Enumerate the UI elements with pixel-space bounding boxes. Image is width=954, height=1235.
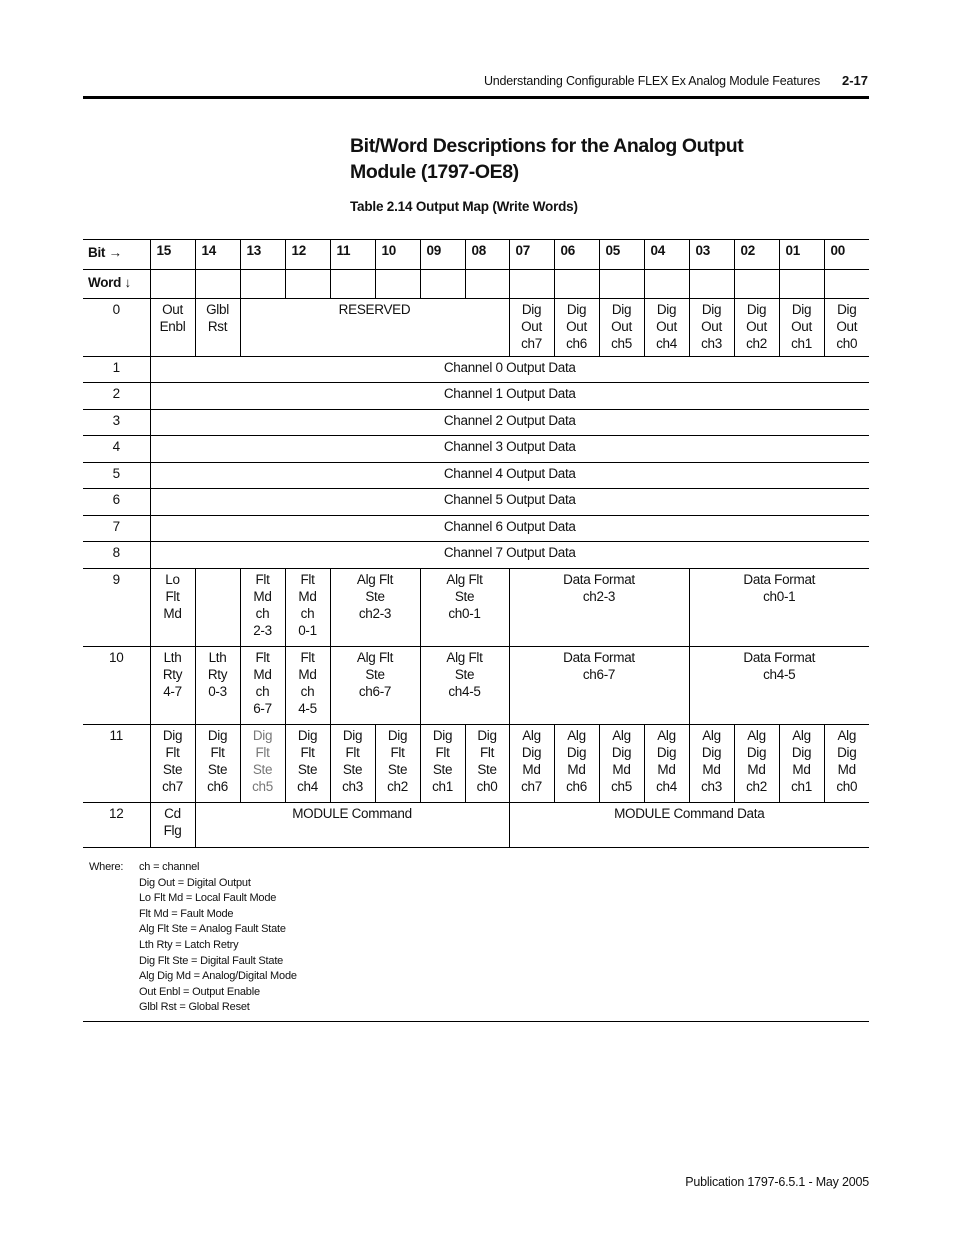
word-number: 11 — [83, 725, 150, 803]
word-row — [83, 516, 869, 542]
bit-field-cell: Alg Flt Ste ch6-7 — [330, 647, 420, 725]
bit-number: 07 — [509, 240, 554, 270]
bit-field-cell: Flt Md ch 0-1 — [285, 569, 330, 647]
bit-header-label: Bit → — [83, 240, 150, 270]
empty-cell — [150, 270, 195, 299]
bit-field-cell: Dig Flt Ste ch5 — [240, 725, 285, 803]
bit-field-cell: Channel 7 Output Data — [150, 542, 869, 569]
bit-field-cell: Alg Flt Ste ch2-3 — [330, 569, 420, 647]
bit-field-cell: Dig Out ch7 — [509, 299, 554, 357]
bit-number: 11 — [330, 240, 375, 270]
word-row — [83, 569, 869, 647]
empty-cell — [330, 270, 375, 299]
bit-field-cell: Dig Out ch5 — [599, 299, 644, 357]
bit-number: 04 — [644, 240, 689, 270]
word-row — [83, 489, 869, 516]
bit-field-cell: Flt Md ch 2-3 — [240, 569, 285, 647]
bit-field-cell: Data Format ch2-3 — [509, 569, 689, 647]
legend-item: Lo Flt Md = Local Fault Mode — [139, 892, 277, 905]
bit-field-cell: Alg Flt Ste ch0-1 — [420, 569, 509, 647]
legend-label: Where: — [89, 861, 124, 873]
word-number: 5 — [83, 463, 150, 489]
bit-field-cell: Channel 4 Output Data — [150, 463, 869, 489]
word-number: 7 — [83, 516, 150, 542]
bit-field-cell: Dig Out ch6 — [554, 299, 599, 357]
legend-item: Glbl Rst = Global Reset — [139, 1001, 250, 1014]
legend-definitions — [139, 860, 297, 1016]
legend-item: ch = channel — [139, 861, 200, 873]
bit-field-cell: Dig Flt Ste ch3 — [330, 725, 375, 803]
bit-field-cell: Dig Flt Ste ch7 — [150, 725, 195, 803]
publication-footer: Publication 1797-6.5.1 - May 2005 — [685, 1175, 869, 1189]
word-number: 9 — [83, 569, 150, 647]
bit-field-cell: Lth Rty 4-7 — [150, 647, 195, 725]
legend-item: Flt Md = Fault Mode — [139, 907, 234, 920]
empty-cell — [375, 270, 420, 299]
empty-cell — [420, 270, 465, 299]
bit-number: 03 — [689, 240, 734, 270]
bit-field-cell: RESERVED — [240, 299, 509, 357]
word-row — [83, 803, 869, 848]
bit-field-cell: Dig Flt Ste ch4 — [285, 725, 330, 803]
bit-field-cell: Alg Dig Md ch6 — [554, 725, 599, 803]
word-row — [83, 725, 869, 803]
word-number: 0 — [83, 299, 150, 357]
empty-cell — [195, 270, 240, 299]
empty-cell — [644, 270, 689, 299]
bit-field-cell: Dig Flt Ste ch6 — [195, 725, 240, 803]
word-row — [83, 383, 869, 410]
table-title: Table 2.14 Output Map (Write Words) — [350, 199, 578, 214]
bit-field-cell: Flt Md ch 4-5 — [285, 647, 330, 725]
bit-field-cell: Alg Dig Md ch2 — [734, 725, 779, 803]
bit-field-cell: Cd Flg — [150, 803, 195, 848]
empty-cell — [285, 270, 330, 299]
bit-field-cell: MODULE Command — [195, 803, 509, 848]
word-row — [83, 647, 869, 725]
bit-field-cell — [195, 569, 240, 647]
bit-number: 08 — [465, 240, 509, 270]
bit-field-cell: Channel 1 Output Data — [150, 383, 869, 410]
empty-cell — [689, 270, 734, 299]
bit-field-cell: Out Enbl — [150, 299, 195, 357]
bit-field-cell: Dig Flt Ste ch0 — [465, 725, 509, 803]
empty-cell — [824, 270, 869, 299]
empty-cell — [599, 270, 644, 299]
legend-item: Dig Flt Ste = Digital Fault State — [139, 954, 284, 967]
legend-item: Alg Dig Md = Analog/Digital Mode — [139, 970, 297, 983]
word-row — [83, 299, 869, 357]
word-number: 8 — [83, 542, 150, 569]
empty-cell — [509, 270, 554, 299]
bit-field-cell: Channel 6 Output Data — [150, 516, 869, 542]
bit-number: 02 — [734, 240, 779, 270]
bit-number: 15 — [150, 240, 195, 270]
bit-field-cell: Channel 0 Output Data — [150, 357, 869, 383]
section-title: Bit/Word Descriptions for the Analog Output Module (1797-OE8) — [350, 135, 744, 183]
bit-field-cell: Dig Flt Ste ch2 — [375, 725, 420, 803]
bit-field-cell: Data Format ch6-7 — [509, 647, 689, 725]
bit-field-cell: Dig Out ch4 — [644, 299, 689, 357]
header-rule — [83, 96, 869, 99]
legend-item: Alg Flt Ste = Analog Fault State — [139, 923, 286, 936]
empty-cell — [734, 270, 779, 299]
word-number: 6 — [83, 489, 150, 516]
bit-number: 13 — [240, 240, 285, 270]
output-map-table — [83, 239, 869, 848]
empty-cell — [779, 270, 824, 299]
word-row — [83, 436, 869, 463]
bit-number: 06 — [554, 240, 599, 270]
bit-field-cell: Channel 5 Output Data — [150, 489, 869, 516]
bit-field-cell: MODULE Command Data — [509, 803, 869, 848]
bit-field-cell: Flt Md ch 6-7 — [240, 647, 285, 725]
legend-rule — [83, 1021, 869, 1022]
bit-field-cell: Alg Dig Md ch5 — [599, 725, 644, 803]
bit-number: 01 — [779, 240, 824, 270]
bit-field-cell: Dig Out ch0 — [824, 299, 869, 357]
bit-field-cell: Dig Out ch1 — [779, 299, 824, 357]
bit-number: 12 — [285, 240, 330, 270]
bit-field-cell: Glbl Rst — [195, 299, 240, 357]
bit-field-cell: Lo Flt Md — [150, 569, 195, 647]
page-number: 2-17 — [841, 73, 868, 88]
word-row — [83, 410, 869, 436]
empty-cell — [554, 270, 599, 299]
empty-cell — [240, 270, 285, 299]
empty-cell — [465, 270, 509, 299]
bit-field-cell: Dig Out ch3 — [689, 299, 734, 357]
bit-field-cell: Dig Flt Ste ch1 — [420, 725, 465, 803]
bit-field-cell: Channel 2 Output Data — [150, 410, 869, 436]
bit-field-cell: Alg Dig Md ch1 — [779, 725, 824, 803]
word-number: 12 — [83, 803, 150, 848]
bit-field-cell: Alg Dig Md ch7 — [509, 725, 554, 803]
bit-field-cell: Dig Out ch2 — [734, 299, 779, 357]
legend-item: Lth Rty = Latch Retry — [139, 938, 239, 951]
word-number: 4 — [83, 436, 150, 463]
table-body — [83, 240, 869, 848]
bit-number: 09 — [420, 240, 465, 270]
bit-field-cell: Lth Rty 0-3 — [195, 647, 240, 725]
bit-field-cell: Alg Flt Ste ch4-5 — [420, 647, 509, 725]
word-number: 1 — [83, 357, 150, 383]
bit-number: 14 — [195, 240, 240, 270]
bit-number: 00 — [824, 240, 869, 270]
legend-item: Out Enbl = Output Enable — [139, 985, 260, 998]
word-header-label: Word ↓ — [83, 270, 150, 299]
word-row — [83, 542, 869, 569]
word-number: 3 — [83, 410, 150, 436]
legend-item: Dig Out = Digital Output — [139, 876, 251, 889]
word-number: 10 — [83, 647, 150, 725]
word-row — [83, 357, 869, 383]
bit-number: 05 — [599, 240, 644, 270]
word-row — [83, 463, 869, 489]
bit-number: 10 — [375, 240, 420, 270]
word-header-row — [83, 270, 869, 299]
running-title: Understanding Configurable FLEX Ex Analog Module Features — [483, 74, 820, 88]
bit-field-cell: Alg Dig Md ch0 — [824, 725, 869, 803]
bit-header-row — [83, 240, 869, 270]
bit-field-cell: Channel 3 Output Data — [150, 436, 869, 463]
bit-field-cell: Data Format ch4-5 — [689, 647, 869, 725]
bit-field-cell: Alg Dig Md ch4 — [644, 725, 689, 803]
bit-field-cell: Data Format ch0-1 — [689, 569, 869, 647]
bit-field-cell: Alg Dig Md ch3 — [689, 725, 734, 803]
word-number: 2 — [83, 383, 150, 410]
